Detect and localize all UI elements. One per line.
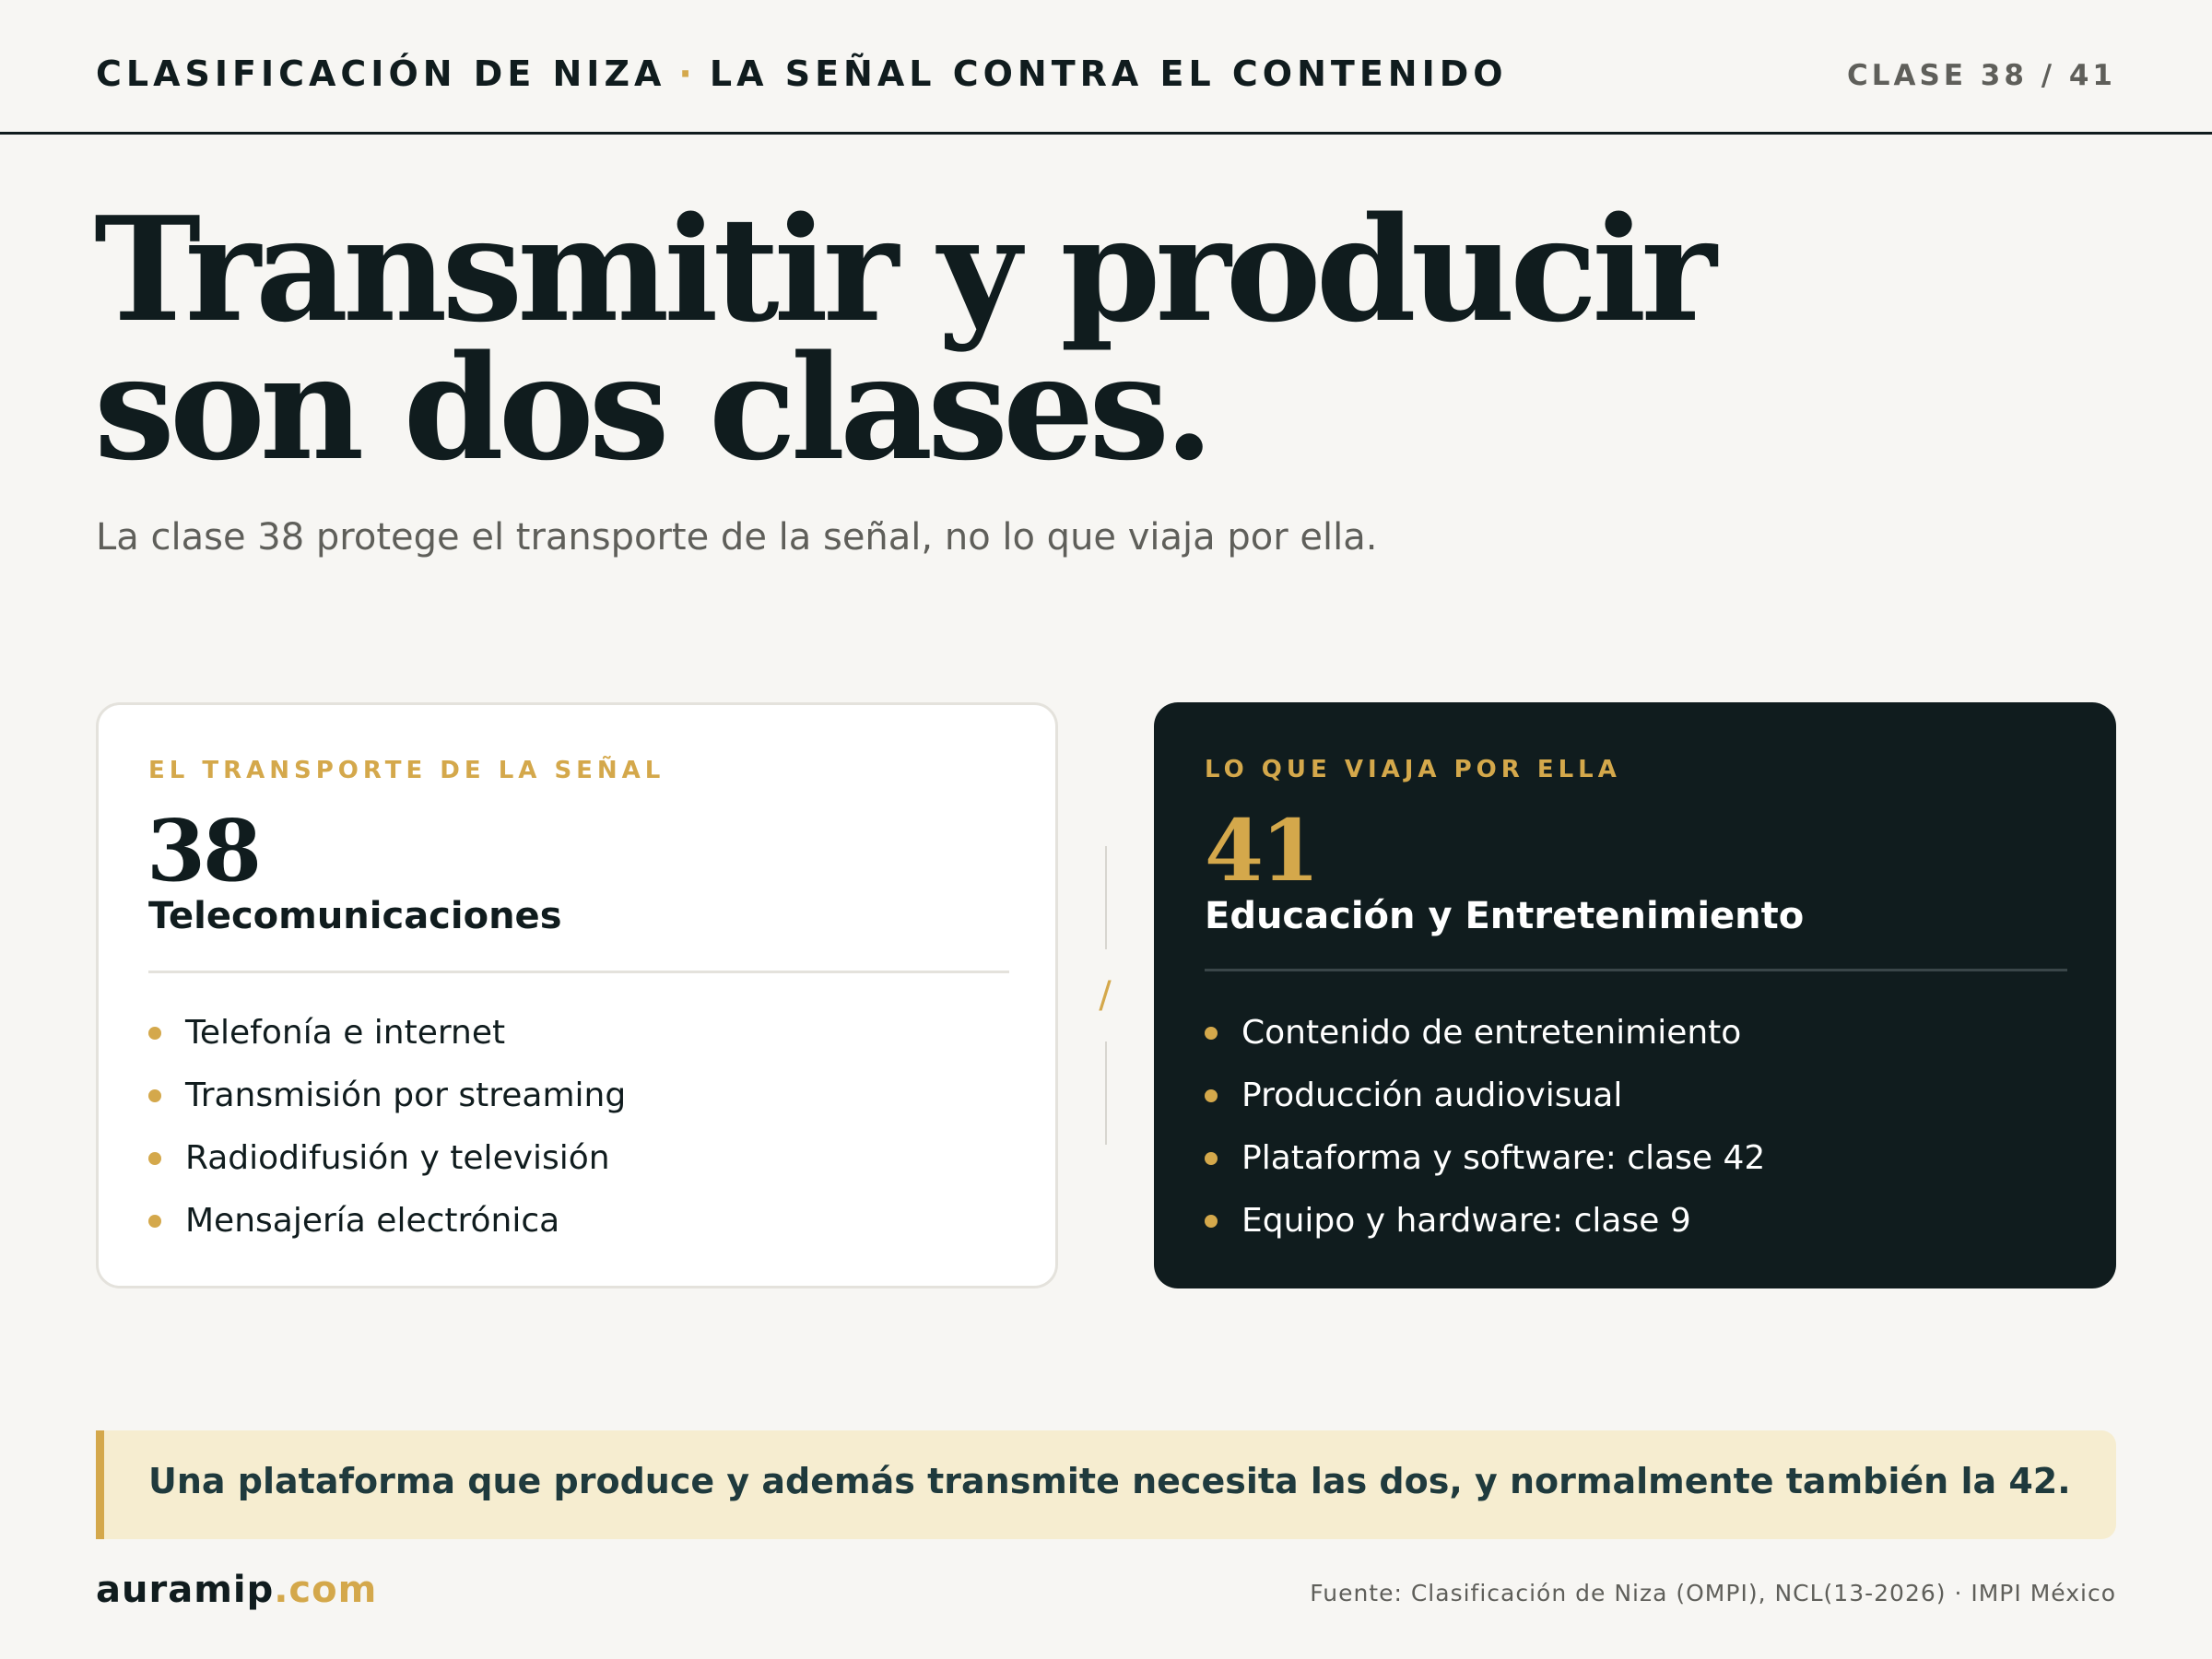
list-item: [148, 1065, 626, 1127]
bullet-dot-icon: [1205, 1215, 1218, 1228]
header-title-right: LA SEÑAL CONTRA EL CONTENIDO: [709, 53, 1508, 94]
headline-line-2: son dos clases.: [94, 324, 1209, 492]
headline-line-1: Transmitir y producir: [94, 185, 1712, 354]
list-item-text: Producción audiovisual: [1241, 1077, 1623, 1114]
list-item-text: Equipo y hardware: clase 9: [1241, 1202, 1691, 1240]
header-title: [96, 53, 1508, 94]
bullet-dot-icon: [148, 1152, 161, 1165]
callout-text: Una plataforma que produce y además transmite necesita las dos, y normalmente también la 42.: [148, 1461, 2071, 1501]
list-item: [1205, 1002, 1765, 1065]
card-eyebrow: EL TRANSPORTE DE LA SEÑAL: [148, 757, 665, 784]
source-note: Fuente: Clasificación de Niza (OMPI), NCL(13-2026) · IMPI México: [1310, 1580, 2116, 1606]
connector-line-top: [1105, 846, 1107, 949]
class-number: 38: [147, 801, 260, 900]
list-item-text: Contenido de entretenimiento: [1241, 1014, 1742, 1052]
page-indicator: CLASE 38 / 41: [1847, 59, 2116, 92]
list-item: [1205, 1127, 1765, 1190]
brand-tld: .com: [274, 1569, 378, 1611]
card-divider: [1205, 969, 2067, 971]
header: [0, 0, 2212, 135]
list-item: [148, 1190, 626, 1253]
brand-logo: [96, 1569, 377, 1611]
bullet-dot-icon: [1205, 1027, 1218, 1040]
list-item: [148, 1127, 626, 1190]
list-item-text: Radiodifusión y televisión: [185, 1139, 610, 1177]
bullet-dot-icon: [1205, 1152, 1218, 1165]
card-class-41: [1154, 702, 2116, 1288]
bullet-dot-icon: [1205, 1089, 1218, 1102]
list-item-text: Transmisión por streaming: [185, 1077, 627, 1114]
bullet-dot-icon: [148, 1215, 161, 1228]
class-items-list: [148, 1002, 626, 1253]
bullet-dot-icon: [148, 1027, 161, 1040]
list-item-text: Plataforma y software: clase 42: [1241, 1139, 1766, 1177]
header-separator: ·: [678, 53, 697, 94]
connector-line-bottom: [1105, 1041, 1107, 1145]
card-class-38: [96, 702, 1058, 1288]
headline: [94, 185, 1712, 492]
list-item-text: Telefonía e internet: [185, 1014, 506, 1052]
card-divider: [148, 971, 1009, 973]
list-item: [148, 1002, 626, 1065]
slash-icon: /: [1099, 974, 1112, 1017]
list-item: [1205, 1190, 1765, 1253]
card-eyebrow: LO QUE VIAJA POR ELLA: [1205, 756, 1621, 783]
class-name: Telecomunicaciones: [148, 895, 562, 937]
card-connector: [1099, 846, 1112, 1145]
subtitle: La clase 38 protege el transporte de la señal, no lo que viaja por ella.: [96, 516, 1378, 559]
class-number: 41: [1205, 801, 1318, 900]
class-items-list: [1205, 1002, 1765, 1253]
list-item-text: Mensajería electrónica: [185, 1202, 560, 1240]
header-title-left: CLASIFICACIÓN DE NIZA: [96, 53, 666, 94]
list-item: [1205, 1065, 1765, 1127]
class-name: Educación y Entretenimiento: [1205, 895, 1805, 937]
bullet-dot-icon: [148, 1089, 161, 1102]
brand-name: auramip: [96, 1569, 275, 1611]
callout-box: [96, 1430, 2116, 1539]
